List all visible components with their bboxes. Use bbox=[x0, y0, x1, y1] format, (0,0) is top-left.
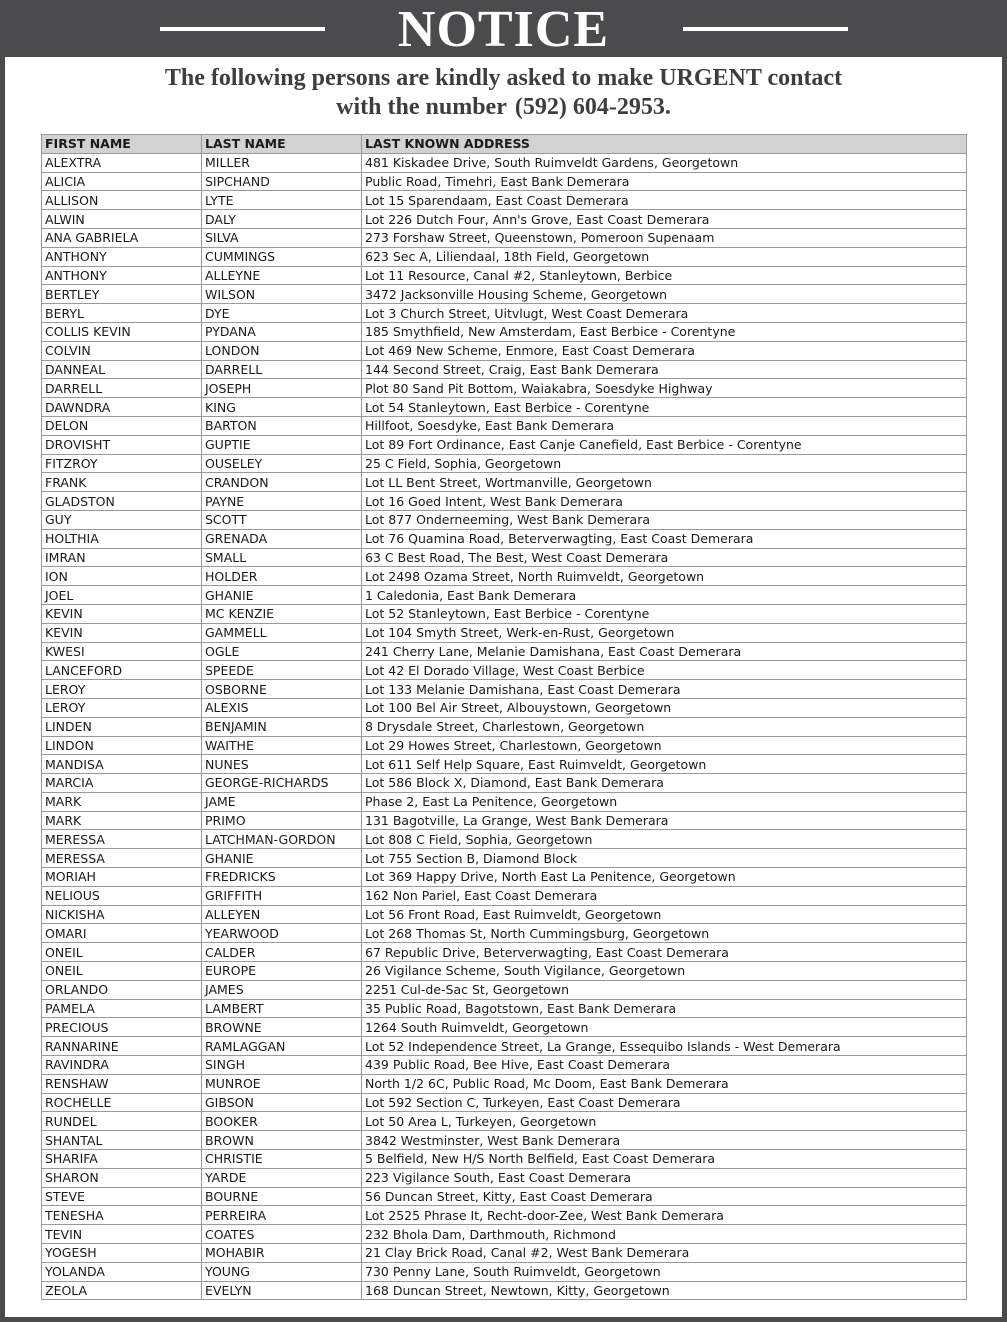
intro-line-2-text: with the number bbox=[336, 94, 507, 120]
first-name-cell: ZEOLA bbox=[42, 1281, 202, 1300]
table-row bbox=[42, 1056, 967, 1075]
table-row bbox=[42, 247, 967, 266]
address-cell: Lot 11 Resource, Canal #2, Stanleytown, Berbice bbox=[362, 266, 967, 285]
address-cell: Lot 104 Smyth Street, Werk-en-Rust, Georgetown bbox=[362, 623, 967, 642]
last-name-cell: GRIFFITH bbox=[202, 886, 362, 905]
first-name-cell: KEVIN bbox=[42, 623, 202, 642]
table-row bbox=[42, 717, 967, 736]
address-cell: 3472 Jacksonville Housing Scheme, Georgetown bbox=[362, 285, 967, 304]
first-name-cell: DELON bbox=[42, 416, 202, 435]
last-name-cell: BROWN bbox=[202, 1131, 362, 1150]
address-cell: Lot 611 Self Help Square, East Ruimveldt, Georgetown bbox=[362, 755, 967, 774]
table-row bbox=[42, 1225, 967, 1244]
address-cell: Lot 369 Happy Drive, North East La Penitence, Georgetown bbox=[362, 868, 967, 887]
first-name-cell: MERESSA bbox=[42, 830, 202, 849]
table-row bbox=[42, 868, 967, 887]
last-name-cell: YEARWOOD bbox=[202, 924, 362, 943]
address-cell: 67 Republic Drive, Beterverwagting, East Coast Demerara bbox=[362, 943, 967, 962]
address-cell: 273 Forshaw Street, Queenstown, Pomeroon Supenaam bbox=[362, 228, 967, 247]
table-row bbox=[42, 586, 967, 605]
first-name-cell: ANA GABRIELA bbox=[42, 228, 202, 247]
last-name-cell: WILSON bbox=[202, 285, 362, 304]
address-cell: Lot 52 Stanleytown, East Berbice - Corentyne bbox=[362, 604, 967, 623]
last-name-cell: SINGH bbox=[202, 1056, 362, 1075]
address-cell: Lot 54 Stanleytown, East Berbice - Corentyne bbox=[362, 398, 967, 417]
address-cell: Lot LL Bent Street, Wortmanville, Georgetown bbox=[362, 473, 967, 492]
last-name-cell: LYTE bbox=[202, 191, 362, 210]
last-name-cell: GHANIE bbox=[202, 586, 362, 605]
address-cell: Public Road, Timehri, East Bank Demerara bbox=[362, 172, 967, 191]
table-row bbox=[42, 454, 967, 473]
address-cell: Lot 586 Block X, Diamond, East Bank Demerara bbox=[362, 774, 967, 793]
first-name-cell: LANCEFORD bbox=[42, 661, 202, 680]
last-name-cell: BOURNE bbox=[202, 1187, 362, 1206]
table-row bbox=[42, 172, 967, 191]
address-cell: 35 Public Road, Bagotstown, East Bank Demerara bbox=[362, 999, 967, 1018]
table-header-row bbox=[42, 135, 967, 154]
address-cell: 26 Vigilance Scheme, South Vigilance, Georgetown bbox=[362, 962, 967, 981]
last-name-cell: NUNES bbox=[202, 755, 362, 774]
address-cell: 56 Duncan Street, Kitty, East Coast Demerara bbox=[362, 1187, 967, 1206]
table-row bbox=[42, 830, 967, 849]
first-name-cell: MANDISA bbox=[42, 755, 202, 774]
first-name-cell: GUY bbox=[42, 510, 202, 529]
address-cell: Lot 877 Onderneeming, West Bank Demerara bbox=[362, 510, 967, 529]
last-name-cell: CUMMINGS bbox=[202, 247, 362, 266]
last-name-cell: CALDER bbox=[202, 943, 362, 962]
address-cell: 3842 Westminster, West Bank Demerara bbox=[362, 1131, 967, 1150]
table-row bbox=[42, 943, 967, 962]
last-name-cell: BENJAMIN bbox=[202, 717, 362, 736]
first-name-cell: YOLANDA bbox=[42, 1262, 202, 1281]
first-name-cell: ANTHONY bbox=[42, 266, 202, 285]
first-name-cell: PRECIOUS bbox=[42, 1018, 202, 1037]
table-row bbox=[42, 492, 967, 511]
last-name-cell: MOHABIR bbox=[202, 1244, 362, 1263]
last-name-cell: COATES bbox=[202, 1225, 362, 1244]
first-name-cell: BERTLEY bbox=[42, 285, 202, 304]
table-row bbox=[42, 1206, 967, 1225]
intro-line-2 bbox=[0, 93, 1007, 122]
last-name-cell: GRENADA bbox=[202, 529, 362, 548]
address-cell: Plot 80 Sand Pit Bottom, Waiakabra, Soesdyke Highway bbox=[362, 379, 967, 398]
last-name-cell: PERREIRA bbox=[202, 1206, 362, 1225]
header-banner bbox=[0, 0, 1007, 57]
last-name-cell: GIBSON bbox=[202, 1093, 362, 1112]
last-name-cell: OGLE bbox=[202, 642, 362, 661]
table-row bbox=[42, 191, 967, 210]
last-name-cell: GAMMELL bbox=[202, 623, 362, 642]
last-name-cell: ALLEYNE bbox=[202, 266, 362, 285]
table-row bbox=[42, 1093, 967, 1112]
first-name-cell: DARRELL bbox=[42, 379, 202, 398]
table-row bbox=[42, 999, 967, 1018]
last-name-cell: WAITHE bbox=[202, 736, 362, 755]
table-row bbox=[42, 1018, 967, 1037]
first-name-cell: LINDEN bbox=[42, 717, 202, 736]
last-name-cell: BOOKER bbox=[202, 1112, 362, 1131]
last-name-cell: FREDRICKS bbox=[202, 868, 362, 887]
notice-title: NOTICE bbox=[397, 1, 610, 58]
contact-phone-number: (592) 604-2953. bbox=[514, 94, 671, 120]
table-row bbox=[42, 416, 967, 435]
last-name-cell: HOLDER bbox=[202, 567, 362, 586]
column-header-address: LAST KNOWN ADDRESS bbox=[362, 135, 967, 154]
last-name-cell: DYE bbox=[202, 304, 362, 323]
address-cell: 2251 Cul-de-Sac St, Georgetown bbox=[362, 980, 967, 999]
address-cell: 223 Vigilance South, East Coast Demerara bbox=[362, 1168, 967, 1187]
first-name-cell: ONEIL bbox=[42, 962, 202, 981]
address-cell: 131 Bagotville, La Grange, West Bank Demerara bbox=[362, 811, 967, 830]
address-cell: Lot 755 Section B, Diamond Block bbox=[362, 849, 967, 868]
table-row bbox=[42, 228, 967, 247]
table-row bbox=[42, 285, 967, 304]
table-row bbox=[42, 322, 967, 341]
last-name-cell: GEORGE-RICHARDS bbox=[202, 774, 362, 793]
address-cell: Hillfoot, Soesdyke, East Bank Demerara bbox=[362, 416, 967, 435]
address-cell: Lot 89 Fort Ordinance, East Canje Canefield, East Berbice - Corentyne bbox=[362, 435, 967, 454]
table-row bbox=[42, 792, 967, 811]
address-cell: 232 Bhola Dam, Darthmouth, Richmond bbox=[362, 1225, 967, 1244]
last-name-cell: BARTON bbox=[202, 416, 362, 435]
first-name-cell: MORIAH bbox=[42, 868, 202, 887]
first-name-cell: NICKISHA bbox=[42, 905, 202, 924]
last-name-cell: SPEEDE bbox=[202, 661, 362, 680]
last-name-cell: ALEXIS bbox=[202, 698, 362, 717]
address-cell: 162 Non Pariel, East Coast Demerara bbox=[362, 886, 967, 905]
address-cell: Lot 100 Bel Air Street, Albouystown, Georgetown bbox=[362, 698, 967, 717]
last-name-cell: JAMES bbox=[202, 980, 362, 999]
first-name-cell: RAVINDRA bbox=[42, 1056, 202, 1075]
first-name-cell: ANTHONY bbox=[42, 247, 202, 266]
first-name-cell: RUNDEL bbox=[42, 1112, 202, 1131]
table-row bbox=[42, 398, 967, 417]
last-name-cell: BROWNE bbox=[202, 1018, 362, 1037]
table-row bbox=[42, 698, 967, 717]
address-cell: 144 Second Street, Craig, East Bank Demerara bbox=[362, 360, 967, 379]
intro-line-1: The following persons are kindly asked to make URGENT contact bbox=[164, 65, 843, 91]
first-name-cell: ONEIL bbox=[42, 943, 202, 962]
first-name-cell: FRANK bbox=[42, 473, 202, 492]
first-name-cell: MARCIA bbox=[42, 774, 202, 793]
table-row bbox=[42, 548, 967, 567]
table-row bbox=[42, 1074, 967, 1093]
last-name-cell: SIPCHAND bbox=[202, 172, 362, 191]
last-name-cell: SILVA bbox=[202, 228, 362, 247]
last-name-cell: DALY bbox=[202, 210, 362, 229]
address-cell: 1264 South Ruimveldt, Georgetown bbox=[362, 1018, 967, 1037]
table-row bbox=[42, 473, 967, 492]
last-name-cell: YOUNG bbox=[202, 1262, 362, 1281]
address-cell: 5 Belfield, New H/S North Belfield, East Coast Demerara bbox=[362, 1150, 967, 1169]
intro-text bbox=[0, 64, 1007, 122]
table-row bbox=[42, 435, 967, 454]
first-name-cell: NELIOUS bbox=[42, 886, 202, 905]
address-cell: 623 Sec A, Liliendaal, 18th Field, Georgetown bbox=[362, 247, 967, 266]
last-name-cell: EUROPE bbox=[202, 962, 362, 981]
first-name-cell: KEVIN bbox=[42, 604, 202, 623]
table-row bbox=[42, 510, 967, 529]
address-cell: 25 C Field, Sophia, Georgetown bbox=[362, 454, 967, 473]
table-row bbox=[42, 1262, 967, 1281]
last-name-cell: CRANDON bbox=[202, 473, 362, 492]
table-row bbox=[42, 341, 967, 360]
table-row bbox=[42, 1244, 967, 1263]
last-name-cell: PYDANA bbox=[202, 322, 362, 341]
table-row bbox=[42, 849, 967, 868]
first-name-cell: KWESI bbox=[42, 642, 202, 661]
first-name-cell: MARK bbox=[42, 811, 202, 830]
last-name-cell: KING bbox=[202, 398, 362, 417]
table-row bbox=[42, 642, 967, 661]
persons-table bbox=[41, 134, 967, 1300]
first-name-cell: ALEXTRA bbox=[42, 153, 202, 172]
last-name-cell: JOSEPH bbox=[202, 379, 362, 398]
first-name-cell: DANNEAL bbox=[42, 360, 202, 379]
last-name-cell: CHRISTIE bbox=[202, 1150, 362, 1169]
first-name-cell: FITZROY bbox=[42, 454, 202, 473]
last-name-cell: PRIMO bbox=[202, 811, 362, 830]
table-row bbox=[42, 604, 967, 623]
last-name-cell: GUPTIE bbox=[202, 435, 362, 454]
first-name-cell: DAWNDRA bbox=[42, 398, 202, 417]
first-name-cell: JOEL bbox=[42, 586, 202, 605]
first-name-cell: BERYL bbox=[42, 304, 202, 323]
table-row bbox=[42, 905, 967, 924]
table-row bbox=[42, 811, 967, 830]
first-name-cell: RANNARINE bbox=[42, 1037, 202, 1056]
first-name-cell: ALLISON bbox=[42, 191, 202, 210]
table-row bbox=[42, 360, 967, 379]
first-name-cell: ION bbox=[42, 567, 202, 586]
address-cell: Lot 226 Dutch Four, Ann's Grove, East Coast Demerara bbox=[362, 210, 967, 229]
table-row bbox=[42, 567, 967, 586]
first-name-cell: MARK bbox=[42, 792, 202, 811]
address-cell: Lot 50 Area L, Turkeyen, Georgetown bbox=[362, 1112, 967, 1131]
first-name-cell: TEVIN bbox=[42, 1225, 202, 1244]
first-name-cell: LEROY bbox=[42, 698, 202, 717]
last-name-cell: EVELYN bbox=[202, 1281, 362, 1300]
last-name-cell: MILLER bbox=[202, 153, 362, 172]
table-row bbox=[42, 755, 967, 774]
table-row bbox=[42, 210, 967, 229]
table-row bbox=[42, 980, 967, 999]
first-name-cell: PAMELA bbox=[42, 999, 202, 1018]
table-row bbox=[42, 680, 967, 699]
address-cell: 168 Duncan Street, Newtown, Kitty, Georgetown bbox=[362, 1281, 967, 1300]
first-name-cell: LINDON bbox=[42, 736, 202, 755]
address-cell: Lot 469 New Scheme, Enmore, East Coast Demerara bbox=[362, 341, 967, 360]
first-name-cell: YOGESH bbox=[42, 1244, 202, 1263]
address-cell: 439 Public Road, Bee Hive, East Coast Demerara bbox=[362, 1056, 967, 1075]
table-row bbox=[42, 304, 967, 323]
persons-table-body bbox=[42, 153, 967, 1300]
first-name-cell: RENSHAW bbox=[42, 1074, 202, 1093]
table-row bbox=[42, 924, 967, 943]
column-header-last-name: LAST NAME bbox=[202, 135, 362, 154]
first-name-cell: STEVE bbox=[42, 1187, 202, 1206]
first-name-cell: OMARI bbox=[42, 924, 202, 943]
last-name-cell: RAMLAGGAN bbox=[202, 1037, 362, 1056]
address-cell: Lot 2525 Phrase It, Recht-door-Zee, West Bank Demerara bbox=[362, 1206, 967, 1225]
address-cell: Lot 268 Thomas St, North Cummingsburg, Georgetown bbox=[362, 924, 967, 943]
table-row bbox=[42, 1168, 967, 1187]
table-row bbox=[42, 1112, 967, 1131]
first-name-cell: GLADSTON bbox=[42, 492, 202, 511]
address-cell: 63 C Best Road, The Best, West Coast Demerara bbox=[362, 548, 967, 567]
table-row bbox=[42, 661, 967, 680]
table-row bbox=[42, 623, 967, 642]
last-name-cell: MC KENZIE bbox=[202, 604, 362, 623]
first-name-cell: COLLIS KEVIN bbox=[42, 322, 202, 341]
last-name-cell: PAYNE bbox=[202, 492, 362, 511]
table-row bbox=[42, 1150, 967, 1169]
address-cell: Lot 808 C Field, Sophia, Georgetown bbox=[362, 830, 967, 849]
first-name-cell: SHARIFA bbox=[42, 1150, 202, 1169]
last-name-cell: ALLEYEN bbox=[202, 905, 362, 924]
last-name-cell: MUNROE bbox=[202, 1074, 362, 1093]
table-row bbox=[42, 153, 967, 172]
last-name-cell: YARDE bbox=[202, 1168, 362, 1187]
address-cell: Lot 16 Goed Intent, West Bank Demerara bbox=[362, 492, 967, 511]
address-cell: Lot 2498 Ozama Street, North Ruimveldt, Georgetown bbox=[362, 567, 967, 586]
address-cell: Lot 3 Church Street, Uitvlugt, West Coast Demerara bbox=[362, 304, 967, 323]
last-name-cell: JAME bbox=[202, 792, 362, 811]
last-name-cell: OUSELEY bbox=[202, 454, 362, 473]
last-name-cell: OSBORNE bbox=[202, 680, 362, 699]
address-cell: Lot 133 Melanie Damishana, East Coast Demerara bbox=[362, 680, 967, 699]
last-name-cell: SCOTT bbox=[202, 510, 362, 529]
first-name-cell: ORLANDO bbox=[42, 980, 202, 999]
last-name-cell: LAMBERT bbox=[202, 999, 362, 1018]
first-name-cell: ROCHELLE bbox=[42, 1093, 202, 1112]
first-name-cell: TENESHA bbox=[42, 1206, 202, 1225]
first-name-cell: MERESSA bbox=[42, 849, 202, 868]
first-name-cell: HOLTHIA bbox=[42, 529, 202, 548]
address-cell: Lot 15 Sparendaam, East Coast Demerara bbox=[362, 191, 967, 210]
first-name-cell: COLVIN bbox=[42, 341, 202, 360]
first-name-cell: IMRAN bbox=[42, 548, 202, 567]
address-cell: Lot 592 Section C, Turkeyen, East Coast Demerara bbox=[362, 1093, 967, 1112]
address-cell: Lot 76 Quamina Road, Beterverwagting, East Coast Demerara bbox=[362, 529, 967, 548]
last-name-cell: GHANIE bbox=[202, 849, 362, 868]
address-cell: Lot 52 Independence Street, La Grange, Essequibo Islands - West Demerara bbox=[362, 1037, 967, 1056]
first-name-cell: SHANTAL bbox=[42, 1131, 202, 1150]
table-row bbox=[42, 1187, 967, 1206]
table-row bbox=[42, 962, 967, 981]
table-row bbox=[42, 529, 967, 548]
last-name-cell: DARRELL bbox=[202, 360, 362, 379]
last-name-cell: LATCHMAN-GORDON bbox=[202, 830, 362, 849]
column-header-first-name: FIRST NAME bbox=[42, 135, 202, 154]
address-cell: 481 Kiskadee Drive, South Ruimveldt Gardens, Georgetown bbox=[362, 153, 967, 172]
table-row bbox=[42, 1037, 967, 1056]
address-cell: 185 Smythfield, New Amsterdam, East Berbice - Corentyne bbox=[362, 322, 967, 341]
address-cell: Phase 2, East La Penitence, Georgetown bbox=[362, 792, 967, 811]
table-row bbox=[42, 266, 967, 285]
first-name-cell: DROVISHT bbox=[42, 435, 202, 454]
table-row bbox=[42, 774, 967, 793]
table-row bbox=[42, 1131, 967, 1150]
table-row bbox=[42, 379, 967, 398]
address-cell: 241 Cherry Lane, Melanie Damishana, East Coast Demerara bbox=[362, 642, 967, 661]
address-cell: Lot 29 Howes Street, Charlestown, Georgetown bbox=[362, 736, 967, 755]
table-row bbox=[42, 886, 967, 905]
address-cell: 1 Caledonia, East Bank Demerara bbox=[362, 586, 967, 605]
address-cell: North 1/2 6C, Public Road, Mc Doom, East Bank Demerara bbox=[362, 1074, 967, 1093]
table-row bbox=[42, 736, 967, 755]
address-cell: Lot 56 Front Road, East Ruimveldt, Georgetown bbox=[362, 905, 967, 924]
first-name-cell: ALWIN bbox=[42, 210, 202, 229]
first-name-cell: ALICIA bbox=[42, 172, 202, 191]
last-name-cell: SMALL bbox=[202, 548, 362, 567]
address-cell: 21 Clay Brick Road, Canal #2, West Bank Demerara bbox=[362, 1244, 967, 1263]
address-cell: Lot 42 El Dorado Village, West Coast Berbice bbox=[362, 661, 967, 680]
table-row bbox=[42, 1281, 967, 1300]
address-cell: 730 Penny Lane, South Ruimveldt, Georgetown bbox=[362, 1262, 967, 1281]
address-cell: 8 Drysdale Street, Charlestown, Georgetown bbox=[362, 717, 967, 736]
last-name-cell: LONDON bbox=[202, 341, 362, 360]
first-name-cell: SHARON bbox=[42, 1168, 202, 1187]
first-name-cell: LEROY bbox=[42, 680, 202, 699]
